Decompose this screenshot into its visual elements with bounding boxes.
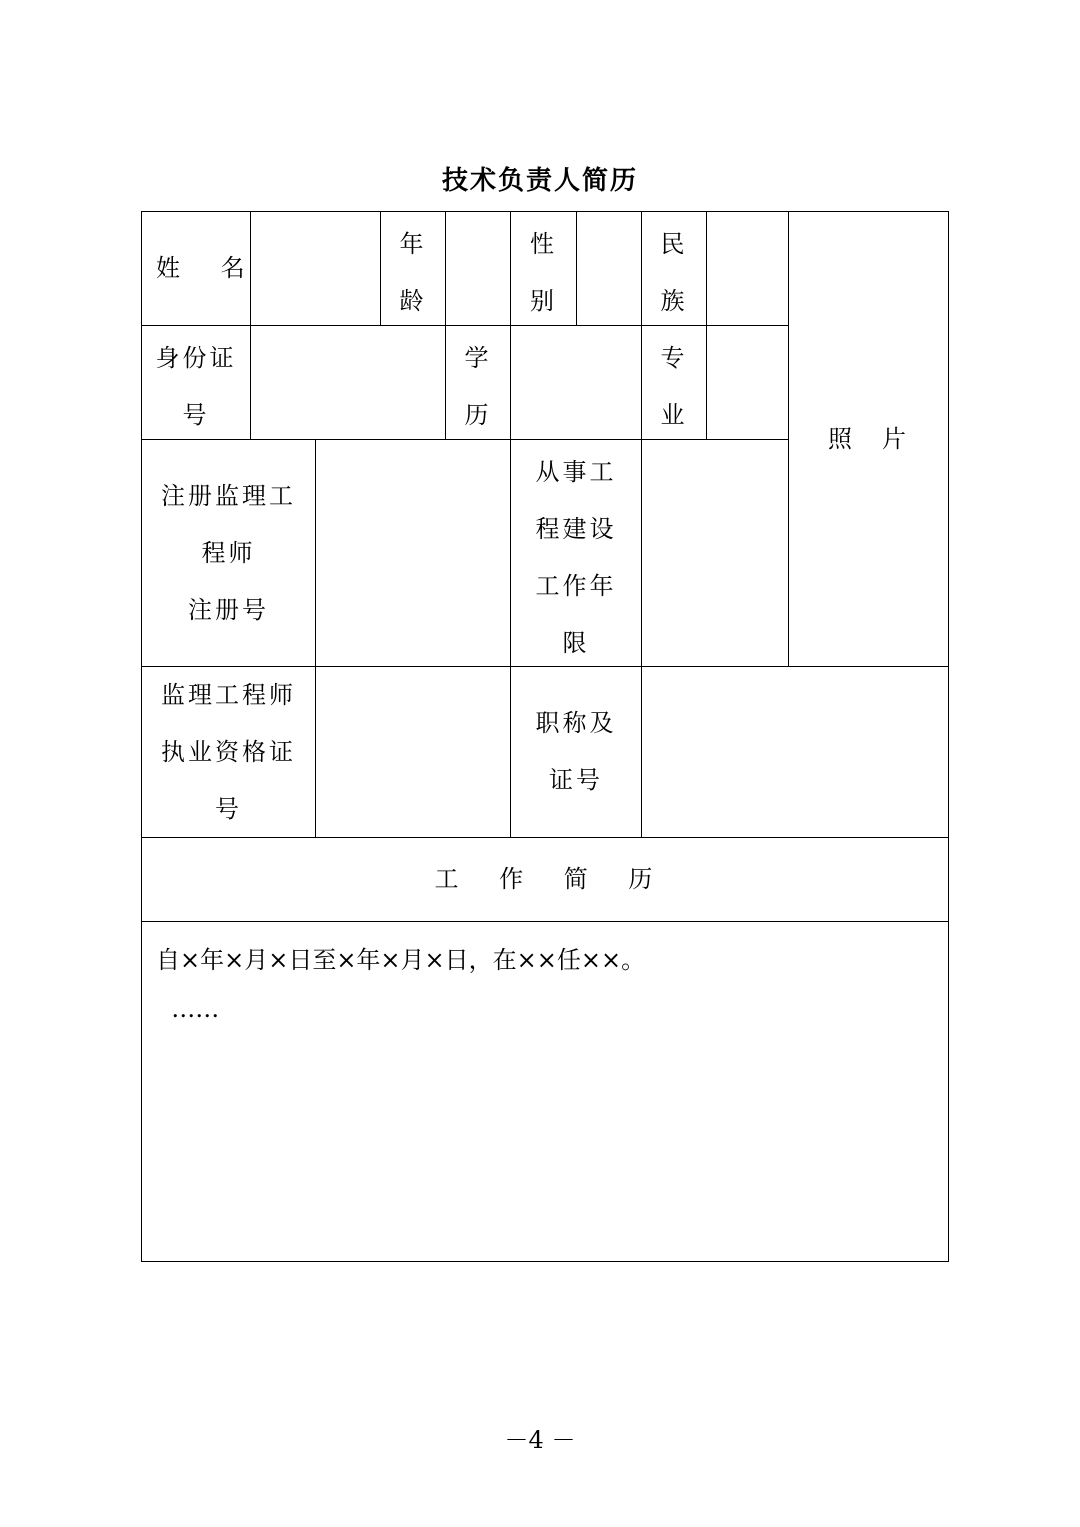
id-number-field[interactable] (250, 325, 446, 440)
title-cert-label (510, 666, 642, 838)
ethnicity-label-text: 民 族 (660, 230, 688, 315)
major-label-text: 专 业 (660, 344, 688, 429)
id-number-label-text: 身份证 号 (155, 344, 237, 429)
registration-label-text: 注册监理工 程师 注册号 (161, 481, 296, 624)
age-label (380, 211, 446, 326)
gender-label-text: 性 别 (530, 230, 557, 315)
resume-form (141, 211, 949, 1262)
name-label-text: 姓 名 (156, 254, 248, 282)
work-years-label-text: 从事工 程建设 工作年 限 (535, 458, 617, 657)
work-history-line: 自×年×月×日至×年×月×日，在××任××。 (156, 946, 646, 974)
id-number-label (141, 325, 251, 440)
major-label (641, 325, 707, 440)
work-history-ellipsis: …… (156, 995, 220, 1023)
education-label-text: 学 历 (464, 344, 492, 429)
page-number: －4 － (504, 1426, 576, 1454)
title-cert-field[interactable] (641, 666, 949, 838)
page-title: 技术负责人简历 (441, 166, 638, 196)
ethnicity-field[interactable] (706, 211, 789, 326)
registration-field[interactable] (315, 439, 511, 667)
work-years-field[interactable] (641, 439, 789, 667)
gender-label (510, 211, 577, 326)
work-history-header (141, 837, 949, 922)
photo-box[interactable] (788, 211, 949, 667)
qualification-label-text: 监理工程师 执业资格证 号 (161, 680, 296, 823)
photo-label: 照 片 (828, 424, 909, 453)
gender-field[interactable] (576, 211, 642, 326)
work-history-body[interactable] (141, 921, 949, 1262)
education-label (445, 325, 511, 440)
name-field[interactable] (250, 211, 381, 326)
registration-label (141, 439, 316, 667)
major-field[interactable] (706, 325, 789, 440)
qualification-label (141, 666, 316, 838)
name-label (141, 211, 251, 326)
age-field[interactable] (445, 211, 511, 326)
work-years-label (510, 439, 642, 667)
ethnicity-label (641, 211, 707, 326)
age-label-text: 年 龄 (399, 230, 427, 315)
qualification-field[interactable] (315, 666, 511, 838)
work-history-header-text: 工 作 简 历 (434, 865, 656, 893)
education-field[interactable] (510, 325, 642, 440)
title-cert-label-text: 职称及 证号 (535, 709, 617, 794)
